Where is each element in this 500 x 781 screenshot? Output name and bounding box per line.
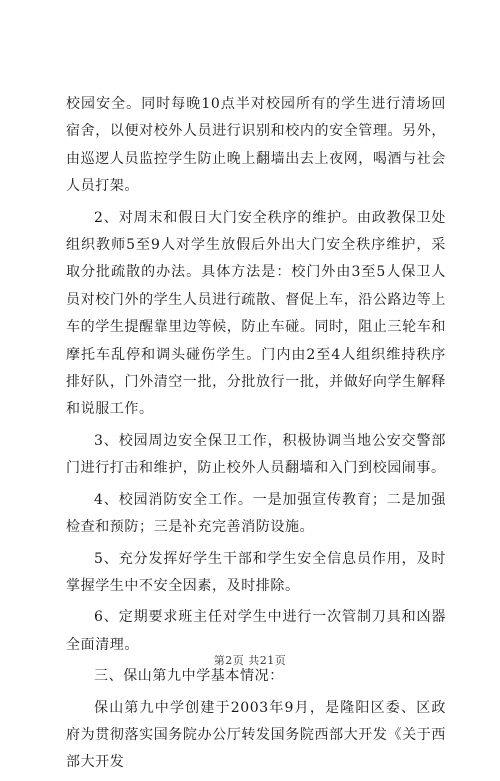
paragraph-6: 6、定期要求班主任对学生中进行一次管制刀具和凶器全面清理。 bbox=[66, 609, 446, 653]
page-footer bbox=[0, 652, 500, 668]
paragraph-3: 3、校园周边安全保卫工作，积极协调当地公安交警部门进行打击和维护，防止校外人员翻墙和入门到校园闹事。 bbox=[66, 432, 446, 477]
paragraph-1: 校园安全。同时每晚10点半对校园所有的学生进行清场回宿舍，以便对校外人员进行识别和校内的安全管理。另外，由巡逻人员监控学生防止晚上翻墙出去上夜网，喝酒与社会人员打架。 bbox=[66, 96, 446, 195]
paragraph-7: 保山第九中学创建于2003年9月，是隆阳区委、区政府为贯彻落实国务院办公厅转发国务院西部大开发《关于西部大开发 bbox=[66, 699, 446, 771]
page-number: 第2页 共21页 bbox=[213, 654, 287, 667]
paragraph-2: 2、对周末和假日大门安全秩序的维护。由政教保卫处组织教师5至9人对学生放假后外出大门安全秩序维护，采取分批疏散的办法。具体方法是：校门外由3至5人保卫人员对校门外的学生人员进行疏散、督促上车，沿公路边等上车的学生提醒靠里边等候，防止车碰。同时，阻止三轮车和摩托车乱停和调头碰伤学生。门内由2至4人组织维持秩序排好队，门外清空一批，分批放行一批，并做好向学生解释和说服工作。 bbox=[66, 209, 446, 418]
section-heading: 三、保山第九中学基本情况： bbox=[94, 668, 284, 685]
paragraph-4: 4、校园消防安全工作。一是加强宣传教育；二是加强检查和预防；三是补充完善消防设施。 bbox=[66, 491, 446, 536]
body-text bbox=[66, 91, 446, 781]
paragraph-5: 5、充分发挥好学生干部和学生安全信息员作用，及时掌握学生中不安全因素，及时排除。 bbox=[66, 550, 446, 594]
